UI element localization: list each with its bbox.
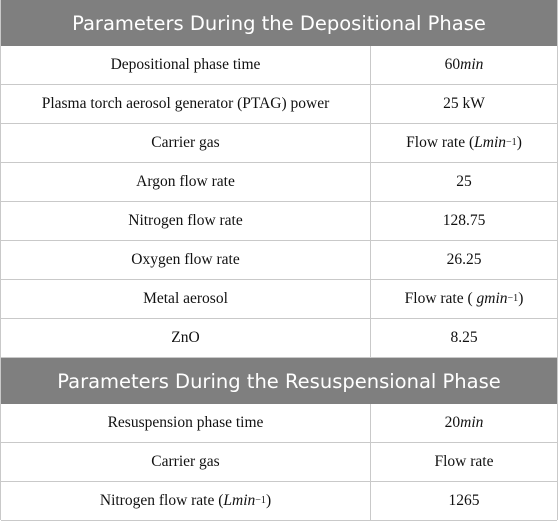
label-prefix: Nitrogen flow rate — [99, 492, 215, 509]
section-title: Parameters During the Depositional Phase — [72, 11, 486, 35]
param-label: Argon flow rate — [1, 163, 371, 201]
table-row — [1, 241, 557, 280]
param-label: Carrier gas — [1, 443, 371, 481]
value-unit: min — [460, 56, 484, 73]
value-unit: gmin — [476, 290, 508, 307]
value-number: 60 — [444, 56, 461, 73]
value-unit: min — [460, 414, 484, 431]
param-value — [371, 404, 557, 442]
table-row — [1, 319, 557, 358]
param-value: 1265 — [448, 492, 480, 509]
value-prefix: Flow rate — [404, 290, 464, 307]
param-value: Flow rate ( Lmin −1 ) — [406, 134, 522, 151]
param-value: 26.25 — [446, 251, 482, 268]
table-row — [1, 46, 557, 85]
section-header-depositional — [1, 0, 557, 46]
param-value: 128.75 — [442, 212, 486, 229]
param-label: Depositional phase time — [1, 46, 371, 84]
table-row — [1, 482, 557, 521]
param-label: Carrier gas — [1, 124, 371, 162]
value-number: 20 — [444, 414, 461, 431]
table-row — [1, 280, 557, 319]
label-unit: Lmin — [223, 492, 256, 509]
param-value: 25 kW — [443, 95, 485, 112]
section-title: Parameters During the Resuspensional Phase — [57, 369, 501, 393]
section-header-resuspensional — [1, 358, 557, 404]
value-unit: Lmin — [474, 134, 507, 151]
table-row — [1, 163, 557, 202]
table-row — [1, 404, 557, 443]
param-label: Metal aerosol — [1, 280, 371, 318]
param-label: ZnO — [1, 319, 371, 357]
table-row — [1, 443, 557, 482]
param-value: Flow rate — [434, 453, 494, 470]
value-prefix: Flow rate — [406, 134, 466, 151]
table-row — [1, 85, 557, 124]
param-label: Plasma torch aerosol generator (PTAG) power — [1, 85, 371, 123]
param-value: 8.25 — [450, 329, 478, 346]
table-row — [1, 202, 557, 241]
param-label: Resuspension phase time — [1, 404, 371, 442]
param-label: Nitrogen flow rate — [1, 202, 371, 240]
param-label: Oxygen flow rate — [1, 241, 371, 279]
param-value: 25 — [456, 173, 472, 190]
table-row — [1, 124, 557, 163]
param-value — [371, 46, 557, 84]
param-value: Flow rate ( gmin −1 ) — [404, 290, 524, 307]
param-label: Nitrogen flow rate ( Lmin −1 ) — [1, 482, 371, 520]
